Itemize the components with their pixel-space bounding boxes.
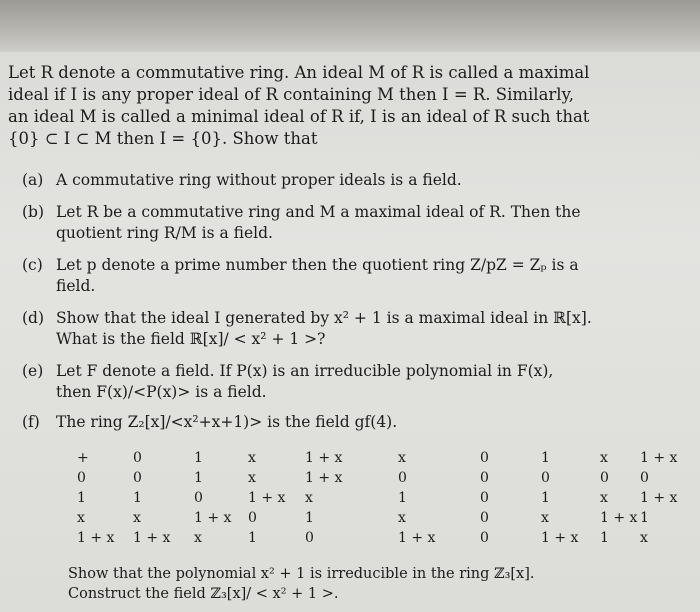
item-e-text: then F(x)/<P(x)> is a field.	[56, 383, 267, 401]
add-cell: 0	[194, 490, 203, 506]
mul-header-cell: 1 + x	[640, 450, 678, 466]
add-header-cell: x	[248, 450, 256, 466]
add-cell: x	[305, 490, 313, 506]
photo-top-edge	[0, 0, 700, 52]
mul-cell: x	[541, 510, 549, 526]
add-cell: 1 + x	[133, 530, 171, 546]
mul-cell: 0	[480, 470, 489, 486]
item-a-text: A commutative ring without proper ideals is a field.	[56, 171, 462, 189]
add-header-cell: 1 + x	[305, 450, 343, 466]
item-d-text: What is the field ℝ[x]/ < x² + 1 >?	[56, 330, 326, 348]
mul-cell: 0	[480, 530, 489, 546]
add-cell: x	[248, 470, 256, 486]
add-cell: 1 + x	[194, 510, 232, 526]
add-cell: 1	[133, 490, 142, 506]
add-header-cell: 0	[133, 450, 142, 466]
item-b-text: Let R be a commutative ring and M a maximal ideal of R. Then the	[56, 203, 581, 221]
mul-header-cell: 0	[480, 450, 489, 466]
mul-cell: 1	[640, 510, 649, 526]
add-cell: 1	[194, 470, 203, 486]
document-page	[0, 52, 700, 612]
add-cell: 1	[248, 530, 257, 546]
mul-cell: 1 + x	[640, 490, 678, 506]
add-row-label: 1 + x	[77, 530, 115, 546]
add-row-label: 1	[77, 490, 86, 506]
item-e-text: Let F denote a field. If P(x) is an irreducible polynomial in F(x),	[56, 362, 554, 380]
mul-row-label: 1 + x	[398, 530, 436, 546]
intro-line: an ideal M is called a minimal ideal of R if, I is an ideal of R such that	[8, 107, 590, 126]
item-a-label: (a)	[22, 171, 44, 189]
mul-header-cell: 1	[541, 450, 550, 466]
item-c-text: field.	[56, 277, 96, 295]
mul-header-cell: x	[600, 450, 608, 466]
add-cell: 0	[248, 510, 257, 526]
item-d-label: (d)	[22, 309, 45, 327]
item-d-text: Show that the ideal I generated by x² + 1 is a maximal ideal in ℝ[x].	[56, 309, 592, 327]
mul-cell: x	[600, 490, 608, 506]
item-f-text: The ring Z₂[x]/<x²+x+1)> is the field gf(4).	[56, 413, 398, 431]
add-row-label: 0	[77, 470, 86, 486]
mul-cell: x	[640, 530, 648, 546]
item-b-text: quotient ring R/M is a field.	[56, 224, 273, 242]
item-c-label: (c)	[22, 256, 43, 274]
item-f-label: (f)	[22, 413, 40, 431]
add-cell: 1	[305, 510, 314, 526]
add-row-label: x	[77, 510, 85, 526]
item-c-text: Let p denote a prime number then the quotient ring Z/pZ = Zₚ is a	[56, 256, 579, 274]
item-e-label: (e)	[22, 362, 44, 380]
mul-cell: 0	[480, 510, 489, 526]
footer-line: Show that the polynomial x² + 1 is irreducible in the ring ℤ₃[x].	[68, 566, 535, 582]
mul-cell: 0	[640, 470, 649, 486]
intro-line: Let R denote a commutative ring. An ideal M of R is called a maximal	[8, 63, 590, 82]
add-cell: 1 + x	[305, 470, 343, 486]
mul-cell: 1 + x	[600, 510, 638, 526]
mul-row-label: 0	[398, 470, 407, 486]
add-cell: 0	[133, 470, 142, 486]
footer-line: Construct the field ℤ₃[x]/ < x² + 1 >.	[68, 586, 339, 602]
mul-row-label: x	[398, 510, 406, 526]
add-header-cell: 1	[194, 450, 203, 466]
add-cell: 1 + x	[248, 490, 286, 506]
mul-cell: 0	[600, 470, 609, 486]
mul-cell: 0	[541, 470, 550, 486]
add-cell: x	[194, 530, 202, 546]
add-header-cell: +	[77, 450, 89, 466]
mul-cell: 1	[600, 530, 609, 546]
mul-header-cell: x	[398, 450, 406, 466]
item-b-label: (b)	[22, 203, 45, 221]
add-cell: 0	[305, 530, 314, 546]
mul-cell: 1 + x	[541, 530, 579, 546]
mul-row-label: 1	[398, 490, 407, 506]
add-cell: x	[133, 510, 141, 526]
intro-line: {0} ⊂ I ⊂ M then I = {0}. Show that	[8, 129, 318, 148]
intro-line: ideal if I is any proper ideal of R containing M then I = R. Similarly,	[8, 85, 574, 104]
mul-cell: 1	[541, 490, 550, 506]
mul-cell: 0	[480, 490, 489, 506]
